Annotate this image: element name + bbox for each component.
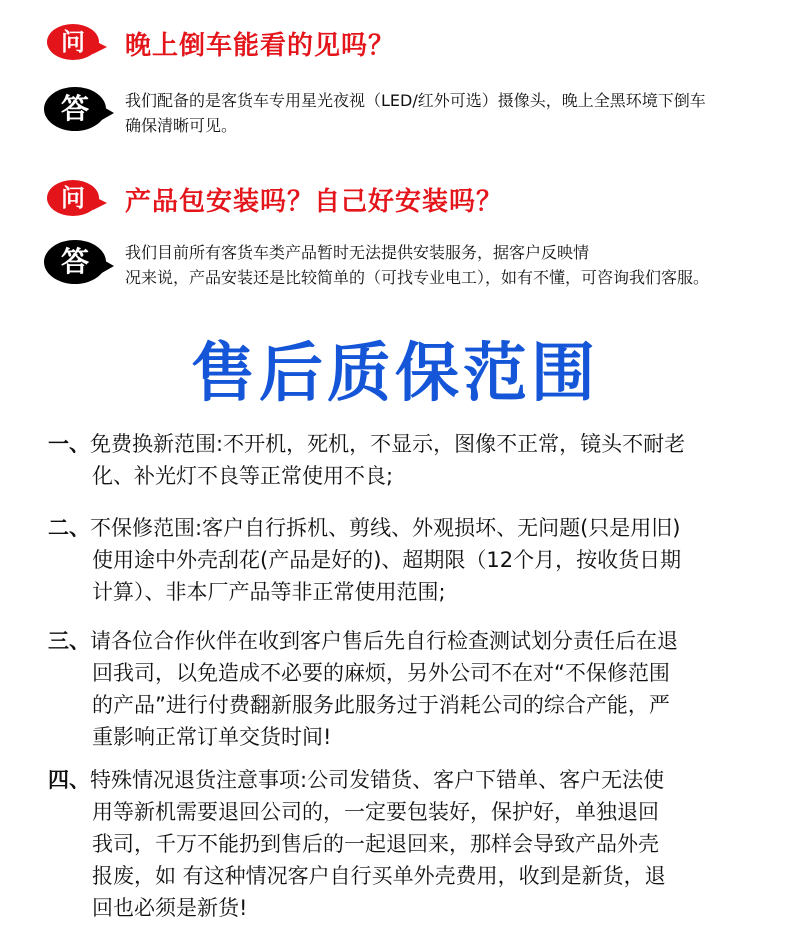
answer-line: 我们配备的是客货车专用星光夜视（LED/红外可选）摄像头，晚上全黑环境下倒车 (125, 91, 706, 110)
rule-line: 请各位合作伙伴在收到客户售后先自行检查测试划分责任后在退 (90, 629, 678, 653)
rule-item-1 (48, 428, 748, 492)
rule-number: 一、 (48, 432, 90, 456)
answer-text (125, 88, 706, 138)
rule-line: 回我司，以免造成不必要的麻烦，另外公司不在对“不保修范围 (92, 661, 670, 685)
answer-line: 确保清晰可见。 (125, 116, 238, 135)
rule-line: 报废，如 有这种情况客户自行买单外壳费用，收到是新货，退 (92, 864, 666, 888)
rule-line: 化、补光灯不良等正常使用不良; (92, 464, 394, 488)
rule-line: 使用途中外壳刮花(产品是好的)、超期限（12个月，按收货日期 (92, 548, 682, 572)
section-title: 售后质保范围 (191, 337, 599, 411)
rule-line: 不保修范围:客户自行拆机、剪线、外观损坏、无问题(只是用旧) (90, 516, 681, 540)
answer-line: 况来说，产品安装还是比较简单的（可找专业电工），如有不懂，可咨询我们客服。 (125, 268, 710, 287)
rule-line: 用等新机需要退回公司的，一定要包装好，保护好，单独退回 (92, 800, 659, 824)
rule-number: 四、 (48, 768, 90, 792)
answer-badge-icon: 答 (44, 87, 114, 135)
rule-line: 特殊情况退货注意事项:公司发错货、客户下错单、客户无法使 (90, 768, 665, 792)
question-text: 产品包安装吗？自己好安装吗？ (125, 187, 504, 217)
rule-item-2 (48, 512, 748, 608)
rule-item-3 (48, 625, 748, 753)
question-row-1 (0, 24, 790, 68)
answer-badge-icon: 答 (44, 240, 114, 288)
question-text: 晚上倒车能看的见吗？ (125, 31, 396, 61)
question-row-2 (0, 180, 790, 224)
rule-number: 三、 (48, 629, 90, 653)
rule-line: 的产品”进行付费翻新服务此服务过于消耗公司的综合产能，严 (92, 693, 670, 717)
question-badge-icon: 问 (47, 24, 107, 62)
rule-line: 我司，千万不能扔到售后的一起退回来，那样会导致产品外壳 (92, 832, 659, 856)
rule-line: 回也必须是新货! (92, 896, 248, 920)
rule-line: 免费换新范围:不开机，死机，不显示，图像不正常，镜头不耐老 (90, 432, 686, 456)
question-badge-icon: 问 (47, 180, 107, 218)
answer-line: 我们目前所有客货车类产品暂时无法提供安装服务，据客户反映情 (125, 243, 590, 262)
rule-line: 重影响正常订单交货时间! (92, 725, 332, 749)
answer-text (125, 240, 709, 290)
rule-number: 二、 (48, 516, 90, 540)
rule-item-4 (48, 764, 748, 924)
rule-line: 计算）、非本厂产品等非正常使用范围; (92, 580, 446, 604)
